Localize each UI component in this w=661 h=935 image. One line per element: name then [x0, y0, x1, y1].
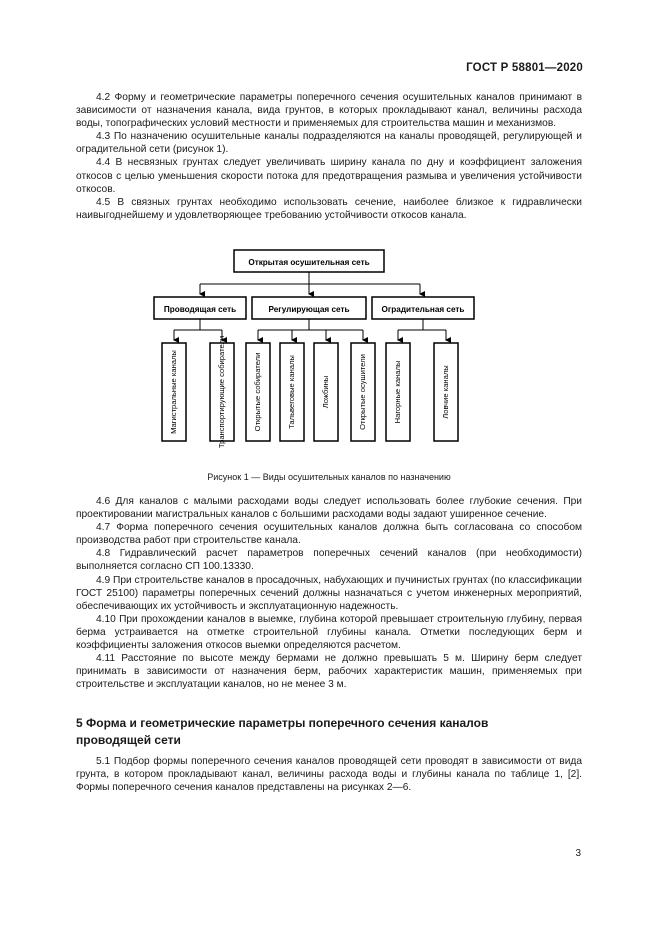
- paragraph-4-7: 4.7 Форма поперечного сечения осушительных каналов должна быть согласована со способом производства работ при строительстве канала.: [76, 522, 582, 547]
- paragraph-4-5: 4.5 В связных грунтах необходимо использовать сечение, наиболее близкое к гидравлически наивыгоднейшему и удовлетворяющее требованию устойчивости откосов канала.: [76, 196, 582, 221]
- paragraphs-section-5: [76, 755, 582, 794]
- group-label-conducting: Проводящая сеть: [163, 305, 237, 314]
- section-heading-line1: 5 Форма и геометрические параметры поперечного сечения каналов: [76, 716, 489, 730]
- group-label-protective: Оградительная сеть: [381, 305, 465, 314]
- child-node-main-channels: [162, 343, 186, 441]
- child-node-open-collectors: [246, 343, 270, 441]
- figure-1-diagram: [76, 244, 582, 486]
- child-label-hollows: Ложбины: [321, 375, 330, 409]
- group-node-regulating: [252, 297, 366, 319]
- group-node-conducting: [154, 297, 246, 319]
- group-label-regulating: Регулирующая сеть: [268, 305, 350, 314]
- child-label-thalweg-channels: Тальвеговые каналы: [287, 355, 296, 429]
- child-label-main-channels: Магистральные каналы: [169, 350, 178, 434]
- child-node-upland-channels: [386, 343, 410, 441]
- paragraph-4-2: 4.2 Форму и геометрические параметры поперечного сечения осушительных каналов принимают в зависимости от назначения канала, вида грунтов, в которых прокладывают канал, величины расхода воды, топографических условий местности и применяемых для строительства машин и механизмов.: [76, 92, 582, 130]
- child-node-transport-collectors: [210, 336, 234, 448]
- child-node-hollows: [314, 343, 338, 441]
- child-label-open-collectors: Открытые собиратели: [253, 352, 262, 432]
- root-node: [234, 250, 384, 272]
- paragraphs-bottom: [76, 495, 582, 691]
- paragraph-5-1: 5.1 Подбор формы поперечного сечения каналов проводящей сети проводят в зависимости от вида грунта, в котором прокладывают канал, величины расхода воды и глубины канала по таблице 1, [2]. Формы поперечного сечения каналов представлены на рисунках 2—6.: [76, 756, 582, 794]
- standard-code: ГОСТ Р 58801—2020: [466, 62, 583, 74]
- child-node-catch-channels: [434, 343, 458, 441]
- group-connectors: [174, 319, 446, 340]
- paragraph-4-4: 4.4 В несвязных грунтах следует увеличивать ширину канала по дну и коэффициент заложения откосов с целью уменьшения скорости потока для предотвращения размыва и увеличения устойчивости откосов.: [76, 157, 582, 195]
- child-node-open-drains: [351, 343, 375, 441]
- figure-caption: Рисунок 1 — Виды осушительных каналов по назначению: [207, 472, 451, 482]
- paragraph-4-6: 4.6 Для каналов с малыми расходами воды следует использовать более глубокие сечения. При проектировании магистральных каналов с большими расходами воды задают уширенное сечение.: [76, 496, 582, 521]
- paragraph-4-9: 4.9 При строительстве каналов в просадочных, набухающих и пучинистых грунтах (по классификации ГОСТ 25100) параметры поперечных сечений должны назначаться с учетом инженерных мероприятий, обеспечивающих их устойчивость и эксплуатационную надежность.: [76, 574, 582, 612]
- paragraph-4-10: 4.10 При прохождении каналов в выемке, глубина которой превышает строительную глубину, первая берма устраивается на отметке строительной глубины канала. Отметки последующих берм и коэффициенты заложения откосов выемки определяются расчетом.: [76, 613, 582, 652]
- group-node-protective: [372, 297, 474, 319]
- child-label-upland-channels: Нагорные каналы: [393, 360, 402, 424]
- section-heading-line2: проводящей сети: [76, 733, 181, 747]
- paragraph-4-11: 4.11 Расстояние по высоте между бермами не должно превышать 5 м. Ширину берм следует принимать в зависимости от назначения берм, рабочих характеристик машин, применяемых при строительстве и эксплуатации каналов, но не менее 3 м.: [76, 653, 582, 691]
- child-node-thalweg-channels: [280, 343, 304, 441]
- child-label-transport-collectors: Транспортирующие собиратели: [217, 335, 226, 449]
- section-5-heading: [76, 715, 582, 749]
- paragraph-4-8: 4.8 Гидравлический расчет параметров поперечных сечений каналов (при необходимости) выполняется согласно СП 100.13330.: [76, 548, 582, 573]
- child-label-open-drains: Открытые осушители: [358, 354, 367, 430]
- paragraph-4-3: 4.3 По назначению осушительные каналы подразделяются на каналы проводящей, регулирующей и оградительной сети (рисунок 1).: [76, 131, 582, 156]
- child-label-catch-channels: Ловчие каналы: [441, 365, 450, 419]
- paragraphs-top: [76, 91, 582, 222]
- page-number: 3: [575, 848, 581, 859]
- root-connectors: [200, 272, 420, 294]
- root-label: Открытая осушительная сеть: [248, 258, 370, 267]
